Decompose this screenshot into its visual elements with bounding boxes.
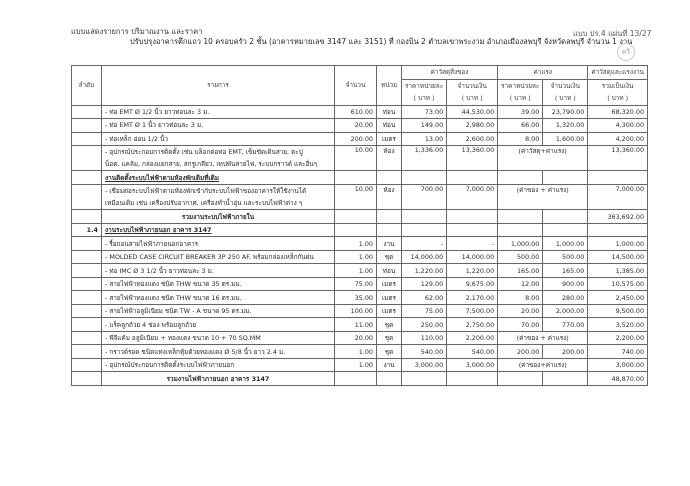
quantity: 200.00	[335, 132, 377, 146]
material-amount: 13,360.00	[447, 146, 498, 171]
labor-unit-price: 1,000.00	[498, 237, 543, 251]
row-number	[72, 146, 102, 171]
quantity: 1.00	[335, 345, 377, 359]
item-description	[102, 119, 335, 133]
unit: ห้อง	[377, 184, 402, 209]
labor-amount: 165.00	[543, 264, 588, 278]
table-row	[72, 277, 648, 291]
item-text: - รื้อถอนสายไฟฟ้าภายนอกอาคาร	[105, 239, 199, 248]
quantity: 10.00	[335, 184, 377, 209]
col-header-item: รายการ	[102, 66, 335, 106]
section-title: งานติดตั้งระบบไฟฟ้าตามห้องพักเดิมที่เดิม	[102, 171, 335, 185]
table-row	[72, 237, 648, 251]
col-header-baht: ( บาท )	[543, 92, 588, 105]
item-text: - สายไฟฟ้าอลูมิเนียม ชนิด TW - A ขนาด 95 ตร.มม.	[105, 307, 252, 316]
material-unit-price: 13.00	[402, 132, 447, 146]
row-total: 3,000.00	[588, 358, 648, 372]
row-number	[72, 331, 102, 345]
material-amount: 9,675.00	[447, 277, 498, 291]
labor-amount: 280.00	[543, 291, 588, 305]
row-number	[72, 277, 102, 291]
form-number: แบบ ปร.4 แผ่นที่ 13/27	[573, 29, 652, 38]
section-number: 1.4	[72, 223, 102, 237]
material-unit-price: 3,000.00	[402, 358, 447, 372]
table-row	[72, 291, 648, 305]
table-row	[72, 119, 648, 133]
unit: ท่อน	[377, 264, 402, 278]
col-header-baht: ( บาท )	[588, 92, 648, 105]
quantity: 10.00	[335, 146, 377, 171]
material-unit-price: 129.00	[402, 277, 447, 291]
labor-unit-price: 500.00	[498, 250, 543, 264]
item-text: - สายไฟฟ้าทองแดง ชนิด THW ขนาด 35 ตร.มม.	[105, 280, 242, 289]
item-description	[102, 132, 335, 146]
labor-amount: 2,000.00	[543, 304, 588, 318]
item-description	[102, 277, 335, 291]
material-unit-price: 1,336.00	[402, 146, 447, 171]
col-header-baht: ( บาท )	[498, 92, 543, 105]
unit: ชุด	[377, 345, 402, 359]
unit: ชุด	[377, 250, 402, 264]
material-amount: 44,530.00	[447, 105, 498, 119]
approval-stamp: ตรี	[617, 43, 635, 61]
row-total: 1,385.00	[588, 264, 648, 278]
empty-cell	[447, 372, 498, 386]
quantity: 35.00	[335, 291, 377, 305]
quantity: 11.00	[335, 318, 377, 332]
item-description	[102, 304, 335, 318]
empty-cell	[447, 171, 498, 185]
subtotal-amount: 48,870.00	[588, 372, 648, 386]
empty-cell	[498, 372, 543, 386]
material-unit-price: 62.00	[402, 291, 447, 305]
item-text: - พีจีแค้ม อลูมิเนียม + ทองแดง ขนาด 10 + 70 SQ.MM	[105, 334, 261, 343]
empty-cell	[377, 372, 402, 386]
material-unit-price: 14,000.00	[402, 250, 447, 264]
empty-cell	[377, 171, 402, 185]
labor-amount: 500.00	[543, 250, 588, 264]
item-description	[102, 331, 335, 345]
material-amount: 2,980.00	[447, 119, 498, 133]
material-amount: 2,200.00	[447, 331, 498, 345]
subtotal-amount: 363,692.00	[588, 210, 648, 224]
item-description	[102, 264, 335, 278]
unit: เมตร	[377, 277, 402, 291]
empty-cell	[447, 223, 498, 237]
project-description: ปรับปรุงอาคารตึกแถว 10 ครอบครัว 2 ชั้น (อาคารหมายเลข 3147 และ 3151) ที่ กองบิน 2 ตำบลเขาพระงาม อำเภอเมืองลพบุรี จังหวัดลพบุรี จำนวน 1 งาน	[130, 37, 633, 46]
item-text: - ท่อ IMC Ø 3 1/2 นิ้ว ยาวท่อนละ 3 ม.	[105, 266, 214, 275]
row-total: 2,450.00	[588, 291, 648, 305]
quantity: 610.00	[335, 105, 377, 119]
quantity: 1.00	[335, 264, 377, 278]
empty-cell	[498, 171, 543, 185]
unit: ท่อน	[377, 119, 402, 133]
item-text: - อุปกรณ์ประกอบการติดตั้ง เช่น บล็อกต่อท่อ EMT, เข็มขัดเดินสาย, ตะปู	[105, 148, 303, 156]
row-number	[72, 132, 102, 146]
labor-unit-price: 8.00	[498, 132, 543, 146]
labor-merged-note: (ค่าของ + ค่าแรง)	[498, 184, 588, 209]
row-number	[72, 345, 102, 359]
unit: ห้อง	[377, 146, 402, 171]
labor-amount: 1,320.00	[543, 119, 588, 133]
col-group-total: ค่าวัสดุและแรงงาน	[588, 66, 648, 80]
item-description	[102, 358, 335, 372]
item-text: - อุปกรณ์ประกอบการติดตั้งระบบไฟฟ้าภายนอก	[105, 361, 235, 370]
item-description	[102, 345, 335, 359]
item-description	[102, 105, 335, 119]
row-total: 740.00	[588, 345, 648, 359]
row-total: 1,000.00	[588, 237, 648, 251]
unit: ชุด	[377, 318, 402, 332]
labor-amount: 900.00	[543, 277, 588, 291]
item-description	[102, 318, 335, 332]
row-total: 4,300.00	[588, 119, 648, 133]
labor-unit-price: 70.00	[498, 318, 543, 332]
item-text: - ท่อเหล็ก อ่อน 1/2 นิ้ว	[105, 134, 168, 143]
col-header-material-amount: จำนวนเงิน	[447, 79, 498, 92]
labor-amount: 23,790.00	[543, 105, 588, 119]
quantity: 20.00	[335, 119, 377, 133]
section-row	[72, 223, 648, 237]
table-row	[72, 105, 648, 119]
material-unit-price: 250.00	[402, 318, 447, 332]
item-text: - ท่อ EMT Ø 1 นิ้ว ยาวท่อนละ 3 ม.	[105, 121, 204, 130]
labor-amount: 1,000.00	[543, 237, 588, 251]
row-total: 2,200.00	[588, 331, 648, 345]
row-number	[72, 184, 102, 209]
labor-unit-price: 66.00	[498, 119, 543, 133]
quantity: 20.00	[335, 331, 377, 345]
empty-cell	[447, 210, 498, 224]
unit: เมตร	[377, 291, 402, 305]
row-number	[72, 318, 102, 332]
empty-cell	[588, 223, 648, 237]
col-header-total: รวมเป็นเงิน	[588, 79, 648, 92]
table-row	[72, 132, 648, 146]
row-total: 14,500.00	[588, 250, 648, 264]
subtotal-row	[72, 372, 648, 386]
material-amount: 3,000.00	[447, 358, 498, 372]
col-header-baht: ( บาท )	[402, 92, 447, 105]
col-header-baht: ( บาท )	[447, 92, 498, 105]
material-unit-price: 1,220.00	[402, 264, 447, 278]
item-text: - ท่อ EMT Ø 1/2 นิ้ว ยาวท่อนละ 3 ม.	[105, 107, 210, 116]
table-row	[72, 264, 648, 278]
item-text-continued: เหมือนเดิม เช่น เครื่องปรับอากาศ, เครื่องทำน้ำอุ่น และระบบไฟฟ้าต่าง ๆ	[105, 199, 303, 208]
row-total: 9,500.00	[588, 304, 648, 318]
unit: งาน	[377, 358, 402, 372]
row-number	[72, 105, 102, 119]
table-row	[72, 304, 648, 318]
material-unit-price: 700.00	[402, 184, 447, 209]
empty-cell	[402, 223, 447, 237]
item-description	[102, 146, 335, 171]
col-group-labor: ค่าแรง	[498, 66, 588, 80]
empty-cell	[377, 210, 402, 224]
row-total: 68,320.00	[588, 105, 648, 119]
row-total: 13,360.00	[588, 146, 648, 171]
table-row	[72, 345, 648, 359]
row-number	[72, 237, 102, 251]
item-description	[102, 250, 335, 264]
material-amount: 2,750.00	[447, 318, 498, 332]
table-row	[72, 250, 648, 264]
material-amount: 2,170.00	[447, 291, 498, 305]
empty-cell	[543, 210, 588, 224]
row-number	[72, 264, 102, 278]
document-title: แบบแสดงรายการ ปริมาณงาน และราคา	[71, 27, 203, 36]
labor-unit-price: 12.00	[498, 277, 543, 291]
labor-amount: 200.00	[543, 345, 588, 359]
labor-amount: 770.00	[543, 318, 588, 332]
row-number	[72, 358, 102, 372]
empty-cell	[72, 372, 102, 386]
col-header-material-unit-price: ราคาหน่วยละ	[402, 79, 447, 92]
subtotal-row	[72, 210, 648, 224]
section-row	[72, 171, 648, 185]
item-text: - เชื่อมต่อระบบไฟฟ้าตามห้องพักเข้ากับระบบไฟฟ้าของอาคารให้ใช้งานได้	[105, 186, 307, 195]
row-number	[72, 304, 102, 318]
row-number	[72, 119, 102, 133]
empty-cell	[402, 171, 447, 185]
empty-cell	[335, 210, 377, 224]
quantity: 1.00	[335, 237, 377, 251]
item-text: - สายไฟฟ้าทองแดง ชนิด THW ขนาด 16 ตร.มม.	[105, 293, 242, 302]
empty-cell	[72, 210, 102, 224]
table-row	[72, 184, 648, 209]
item-description	[102, 291, 335, 305]
unit: ชุด	[377, 331, 402, 345]
quantity: 75.00	[335, 277, 377, 291]
item-text: - MOLDED CASE CIRCUIT BREAKER 3P 250 AF. พร้อมกล่องเหล็กกันฝน	[105, 253, 314, 262]
material-amount: 1,220.00	[447, 264, 498, 278]
empty-cell	[335, 372, 377, 386]
empty-cell	[498, 210, 543, 224]
col-header-labor-unit-price: ราคาหน่วยละ	[498, 79, 543, 92]
subtotal-label: รวมงานไฟฟ้าภายนอก อาคาร 3147	[102, 372, 335, 386]
empty-cell	[588, 171, 648, 185]
col-header-qty: จำนวน	[335, 66, 377, 106]
bill-of-quantities-table	[71, 65, 648, 386]
row-total: 10,575.00	[588, 277, 648, 291]
empty-cell	[335, 171, 377, 185]
empty-cell	[402, 210, 447, 224]
col-header-no: ลำดับ	[72, 66, 102, 106]
material-unit-price: 75.00	[402, 304, 447, 318]
table-row	[72, 358, 648, 372]
item-description	[102, 184, 335, 209]
material-unit-price: -	[402, 237, 447, 251]
empty-cell	[498, 223, 543, 237]
material-unit-price: 540.00	[402, 345, 447, 359]
unit: เมตร	[377, 304, 402, 318]
item-text: - กราวด์รอด ชนิดแท่งเหล็กหุ้มด้วยทองแดง Ø 5/8 นิ้ว ยาว 2.4 ม.	[105, 347, 286, 356]
col-header-labor-amount: จำนวนเงิน	[543, 79, 588, 92]
item-text-continued: น็อต, แคล้ม, กล่องแยกสาย, สกรูเกลียว, เทปพันสายไฟ, ระบบกราวด์ และอื่นๆ	[105, 160, 318, 169]
row-number	[72, 250, 102, 264]
col-header-unit: หน่วย	[377, 66, 402, 106]
material-amount: 540.00	[447, 345, 498, 359]
empty-cell	[377, 223, 402, 237]
row-total: 3,520.00	[588, 318, 648, 332]
material-unit-price: 110.00	[402, 331, 447, 345]
section-number	[72, 171, 102, 185]
labor-merged-note: (ค่าวัสดุ+ค่าแรง)	[498, 146, 588, 171]
item-description	[102, 237, 335, 251]
row-total: 4,200.00	[588, 132, 648, 146]
table-row	[72, 146, 648, 171]
material-unit-price: 73.00	[402, 105, 447, 119]
labor-unit-price: 20.00	[498, 304, 543, 318]
empty-cell	[543, 171, 588, 185]
empty-cell	[335, 223, 377, 237]
material-unit-price: 149.00	[402, 119, 447, 133]
unit: งาน	[377, 237, 402, 251]
empty-cell	[543, 223, 588, 237]
labor-amount: 1,600.00	[543, 132, 588, 146]
labor-unit-price: 200.00	[498, 345, 543, 359]
labor-unit-price: 39.00	[498, 105, 543, 119]
section-title: งานระบบไฟฟ้าภายนอก อาคาร 3147	[102, 223, 335, 237]
unit: เมตร	[377, 132, 402, 146]
material-amount: 7,000.00	[447, 184, 498, 209]
material-amount: 14,000.00	[447, 250, 498, 264]
material-amount: -	[447, 237, 498, 251]
table-row	[72, 318, 648, 332]
labor-unit-price: 165.00	[498, 264, 543, 278]
labor-merged-note: (ค่าของ + ค่าแรง)	[498, 331, 588, 345]
empty-cell	[543, 372, 588, 386]
item-text: - แร็คลูกถ้วย 4 ช่อง พร้อมลูกถ้วย	[105, 320, 197, 329]
material-amount: 2,600.00	[447, 132, 498, 146]
row-number	[72, 291, 102, 305]
material-amount: 7,500.00	[447, 304, 498, 318]
col-group-material: ค่าวัสดุสิ่งของ	[402, 66, 498, 80]
labor-merged-note: (ค่าของ+ค่าแรง)	[498, 358, 588, 372]
subtotal-label: รวมงานระบบไฟฟ้าภายใน	[102, 210, 335, 224]
row-total: 7,000.00	[588, 184, 648, 209]
quantity: 1.00	[335, 358, 377, 372]
quantity: 100.00	[335, 304, 377, 318]
empty-cell	[402, 372, 447, 386]
quantity: 1.00	[335, 250, 377, 264]
unit: ท่อน	[377, 105, 402, 119]
table-row	[72, 331, 648, 345]
labor-unit-price: 8.00	[498, 291, 543, 305]
